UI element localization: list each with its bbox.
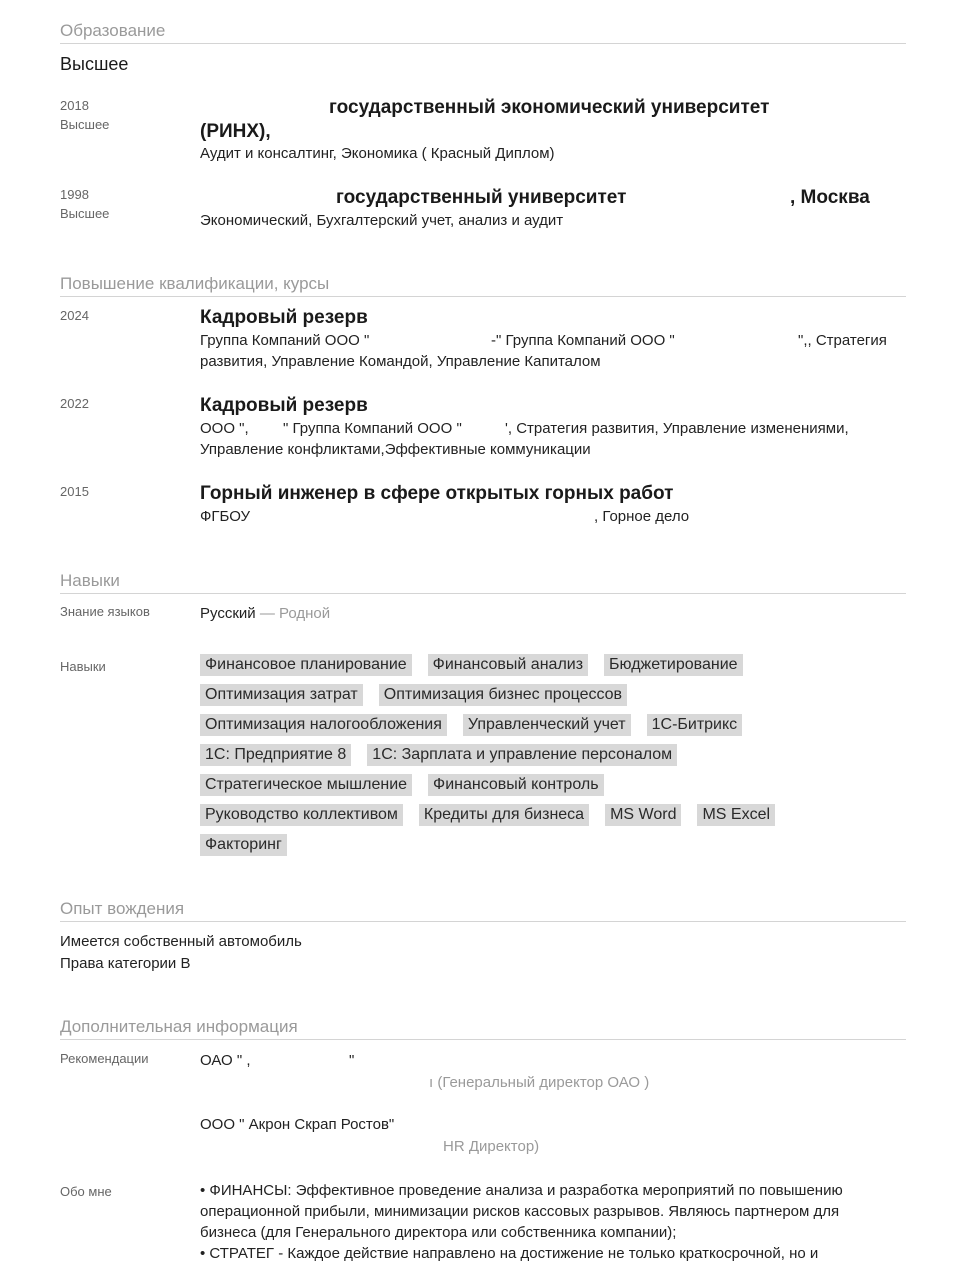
course-topics: развития, Управление Командой, Управление Капиталом <box>200 353 601 370</box>
skill-tag: MS Excel <box>697 804 775 826</box>
skills-tag-row <box>200 714 900 744</box>
driving-license: Права категории B <box>60 955 191 972</box>
course-year: 2024 <box>60 308 89 323</box>
education-institution-name-cont: (РИНХ), <box>200 121 271 142</box>
education-institution-name: государственный экономический университет <box>329 97 770 118</box>
skills-tag-row <box>200 834 900 864</box>
about-text-line: операционной прибыли, минимизации рисков кассовых разрывов. Являюсь партнером для <box>200 1203 840 1220</box>
skills-tag-row <box>200 774 900 804</box>
skill-tag: Оптимизация бизнес процессов <box>379 684 627 706</box>
course-title: Кадровый резерв <box>200 307 368 328</box>
skills-tag-row <box>200 654 900 684</box>
skills-tag-row <box>200 804 900 834</box>
about-label: Обо мне <box>60 1184 112 1199</box>
skill-tag: Финансовое планирование <box>200 654 412 676</box>
education-details: Аудит и консалтинг, Экономика ( Красный Диплом) <box>200 145 555 162</box>
recommendation-person: HR Директор) <box>443 1138 540 1155</box>
course-topics: , Горное дело <box>594 508 690 525</box>
skill-tag: Управленческий учет <box>463 714 631 736</box>
about-text-line: бизнеса (для Генерального директора или собственника компании); <box>200 1224 677 1241</box>
education-section-title: Образование <box>60 21 906 44</box>
recommendation-org: ООО " Акрон Скрап Ростов" <box>200 1116 395 1133</box>
course-org: -" Группа Компаний ООО " <box>491 332 675 349</box>
recommendation-person: ı (Генеральный директор ОАО ) <box>429 1074 650 1091</box>
skills-tag-row <box>200 744 900 774</box>
course-topics: ', Стратегия развития, Управление изменениями, <box>505 420 849 437</box>
skills-label: Навыки <box>60 659 106 674</box>
education-year: 2018 <box>60 98 89 113</box>
language-entry <box>200 603 330 624</box>
skill-tag: Кредиты для бизнеса <box>419 804 589 826</box>
courses-section-title: Повышение квалификации, курсы <box>60 274 906 297</box>
skills-tag-row <box>200 684 900 714</box>
skill-tag: 1С: Зарплата и управление персоналом <box>367 744 677 766</box>
course-topics: Управление конфликтами,Эффективные коммуникации <box>200 441 591 458</box>
course-org: " Группа Компаний ООО " <box>283 420 462 437</box>
driving-section-title: Опыт вождения <box>60 899 906 922</box>
language-level: — Родной <box>259 605 331 622</box>
skills-section-title: Навыки <box>60 571 906 594</box>
course-org: ФГБОУ <box>200 508 251 525</box>
course-title: Кадровый резерв <box>200 395 368 416</box>
skill-tag: Финансовый анализ <box>428 654 588 676</box>
education-institution-city: , Москва <box>790 187 870 208</box>
course-org: Группа Компаний ООО " <box>200 332 370 349</box>
education-institution-name: государственный университет <box>336 187 627 208</box>
skills-tag-list <box>200 654 900 864</box>
recommendations-label: Рекомендации <box>60 1051 149 1066</box>
skill-tag: 1С: Предприятие 8 <box>200 744 351 766</box>
course-org: ООО ", <box>200 420 249 437</box>
language-name: Русский <box>200 605 256 622</box>
education-entry-level: Высшее <box>60 117 110 132</box>
skill-tag: Факторинг <box>200 834 287 856</box>
education-year: 1998 <box>60 187 89 202</box>
skill-tag: MS Word <box>605 804 681 826</box>
recommendation-org: ОАО " , <box>200 1052 251 1069</box>
education-level: Высшее <box>60 54 129 74</box>
skill-tag: Руководство коллективом <box>200 804 403 826</box>
languages-label: Знание языков <box>60 604 150 619</box>
driving-car: Имеется собственный автомобиль <box>60 933 302 950</box>
course-topics: ",, Стратегия <box>798 332 887 349</box>
skill-tag: Оптимизация затрат <box>200 684 363 706</box>
education-entry-level: Высшее <box>60 206 110 221</box>
about-text-line: • ФИНАНСЫ: Эффективное проведение анализа и разработка мероприятий по повышению <box>200 1182 843 1199</box>
skill-tag: Бюджетирование <box>604 654 743 676</box>
skill-tag: Оптимизация налогообложения <box>200 714 447 736</box>
course-year: 2015 <box>60 484 89 499</box>
education-details: Экономический, Бухгалтерский учет, анализ и аудит <box>200 212 564 229</box>
additional-section-title: Дополнительная информация <box>60 1017 906 1040</box>
skill-tag: Стратегическое мышление <box>200 774 412 796</box>
course-year: 2022 <box>60 396 89 411</box>
skill-tag: Финансовый контроль <box>428 774 604 796</box>
about-text-line: • СТРАТЕГ - Каждое действие направлено на достижение не только краткосрочной, но и <box>200 1245 819 1262</box>
recommendation-org: " <box>349 1052 355 1069</box>
course-title: Горный инженер в сфере открытых горных работ <box>200 483 674 504</box>
skill-tag: 1С-Битрикс <box>647 714 743 736</box>
